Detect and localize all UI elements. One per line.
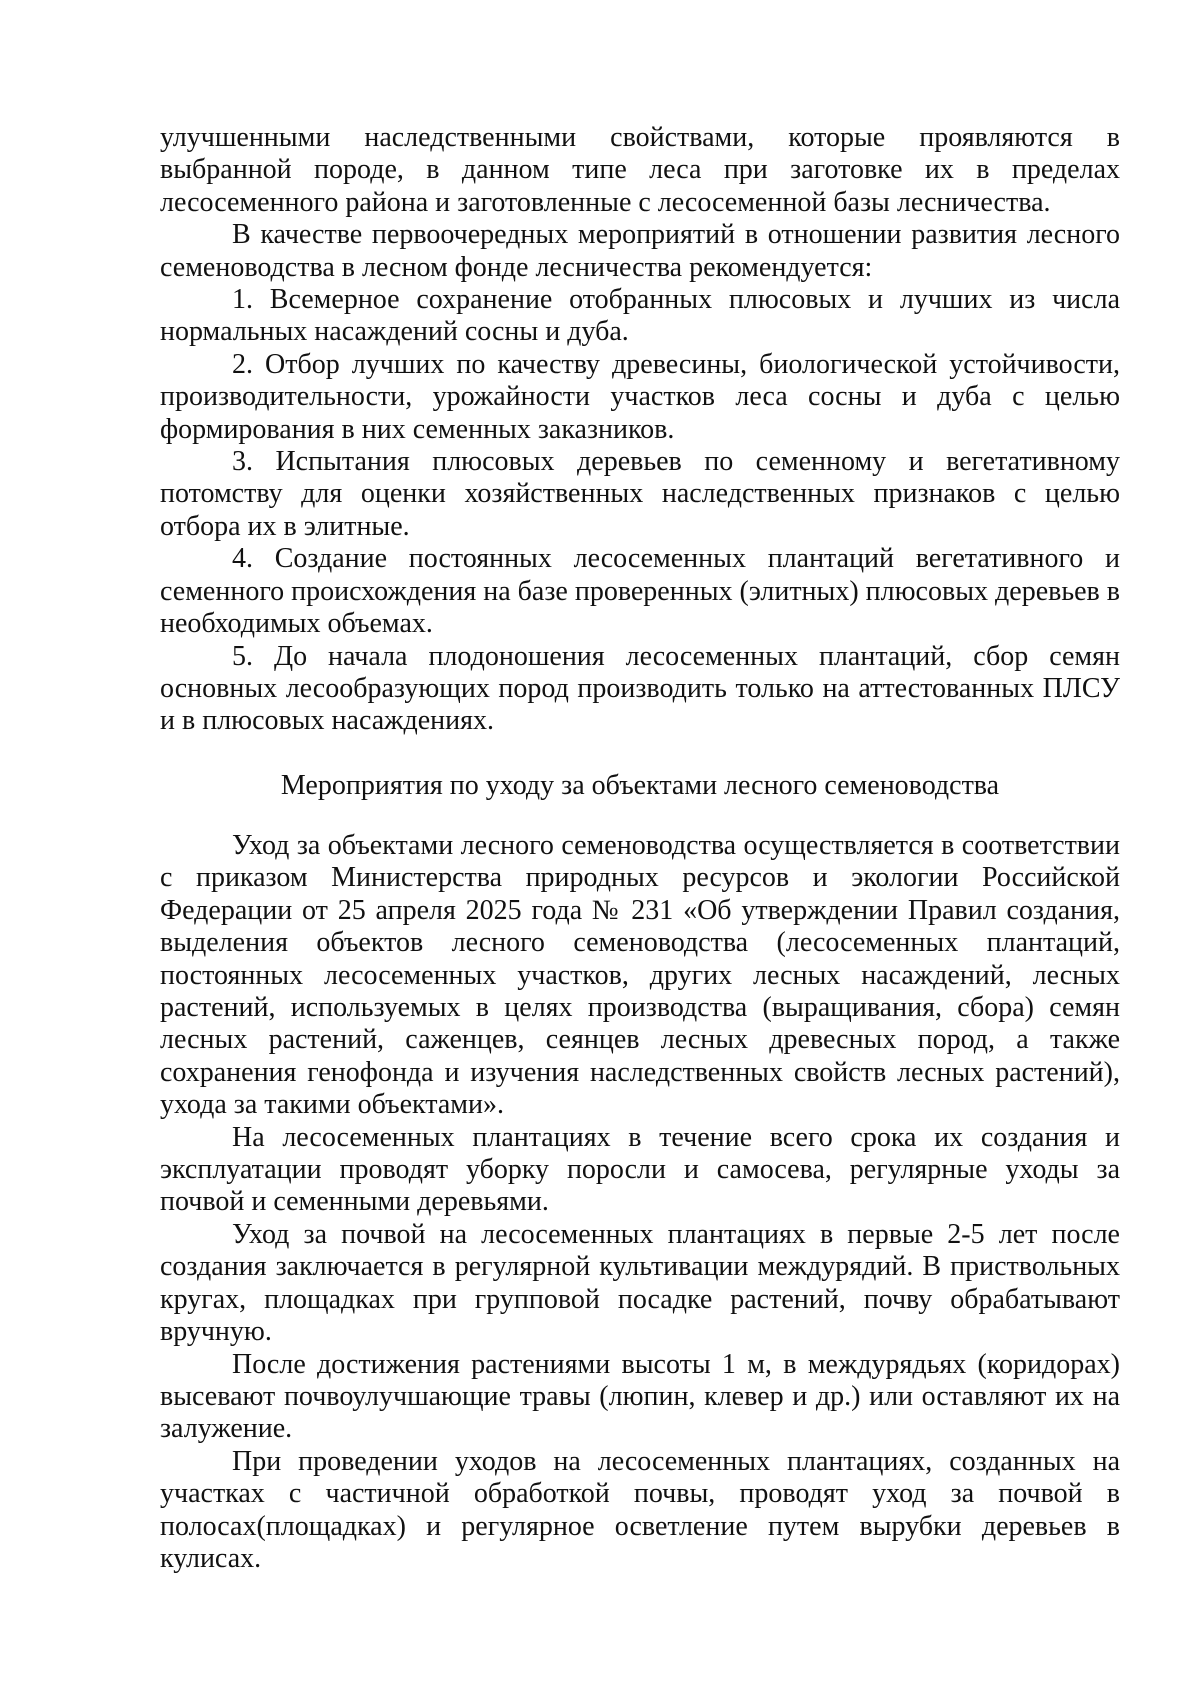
paragraph-care-regulation: Уход за объектами лесного семеноводства осуществляется в соответствии с приказом Министерства природных ресурсов и экологии Российской Федерации от 25 апреля 2025 года № 231 «Об утверждении Правил создания, выделения объектов лесного семеноводства (лесосеменных плантаций, постоянных лесосеменных участков, других лесных насаждений, лесных растений, используемых в целях производства (выращивания, сбора) семян лесных растений, саженцев, сеянцев лесных древесных пород, а также сохранения генофонда и изучения наследственных свойств лесных растений), ухода за такими объектами». bbox=[160, 830, 1120, 1121]
list-item-4: 4. Создание постоянных лесосеменных плантаций вегетативного и семенного происхождения на базе проверенных (элитных) плюсовых деревьев в необходимых объемах. bbox=[160, 543, 1120, 640]
paragraph-recommendations-intro: В качестве первоочередных мероприятий в отношении развития лесного семеноводства в лесном фонде лесничества рекомендуется: bbox=[160, 219, 1120, 283]
top-text-block bbox=[160, 122, 1120, 738]
list-item-2: 2. Отбор лучших по качеству древесины, биологической устойчивости, производительности, урожайности участков леса сосны и дуба с целью формирования в них семенных заказников. bbox=[160, 348, 1120, 445]
paragraph-soil-care: Уход за почвой на лесосеменных плантациях в первые 2-5 лет после создания заключается в регулярной культивации междурядий. В приствольных кругах, площадках при групповой посадке растений, почву обрабатывают вручную. bbox=[160, 1218, 1120, 1348]
section-heading: Мероприятия по уходу за объектами лесного семеноводства bbox=[280, 770, 1000, 801]
list-item-1: 1. Всемерное сохранение отобранных плюсовых и лучших из числа нормальных насаждений сосны и дуба. bbox=[160, 284, 1120, 348]
list-item-5: 5. До начала плодоношения лесосеменных плантаций, сбор семян основных лесообразующих пород производить только на аттестованных ПЛСУ и в плюсовых насаждениях. bbox=[160, 640, 1120, 737]
bottom-text-block bbox=[160, 830, 1120, 1575]
list-item-3: 3. Испытания плюсовых деревьев по семенному и вегетативному потомству для оценки хозяйственных наследственных признаков с целью отбора их в элитные. bbox=[160, 446, 1120, 542]
paragraph-plantation-care: На лесосеменных плантациях в течение всего срока их создания и эксплуатации проводят уборку поросли и самосева, регулярные уходы за почвой и семенными деревьями. bbox=[160, 1121, 1120, 1218]
paragraph-partial-tillage: При проведении уходов на лесосеменных плантациях, созданных на участках с частичной обработкой почвы, проводят уход за почвой в полосах(площадках) и регулярное осветление путем вырубки деревьев в кулисах. bbox=[160, 1445, 1120, 1574]
paragraph-continuation: улучшенными наследственными свойствами, которые проявляются в выбранной породе, в данном типе леса при заготовке их в пределах лесосеменного района и заготовленные с лесосеменной базы лесничества. bbox=[160, 122, 1120, 218]
paragraph-grass-sowing: После достижения растениями высоты 1 м, в междурядьях (коридорах) высевают почвоулучшающие травы (люпин, клевер и др.) или оставляют их на залужение. bbox=[160, 1348, 1120, 1445]
